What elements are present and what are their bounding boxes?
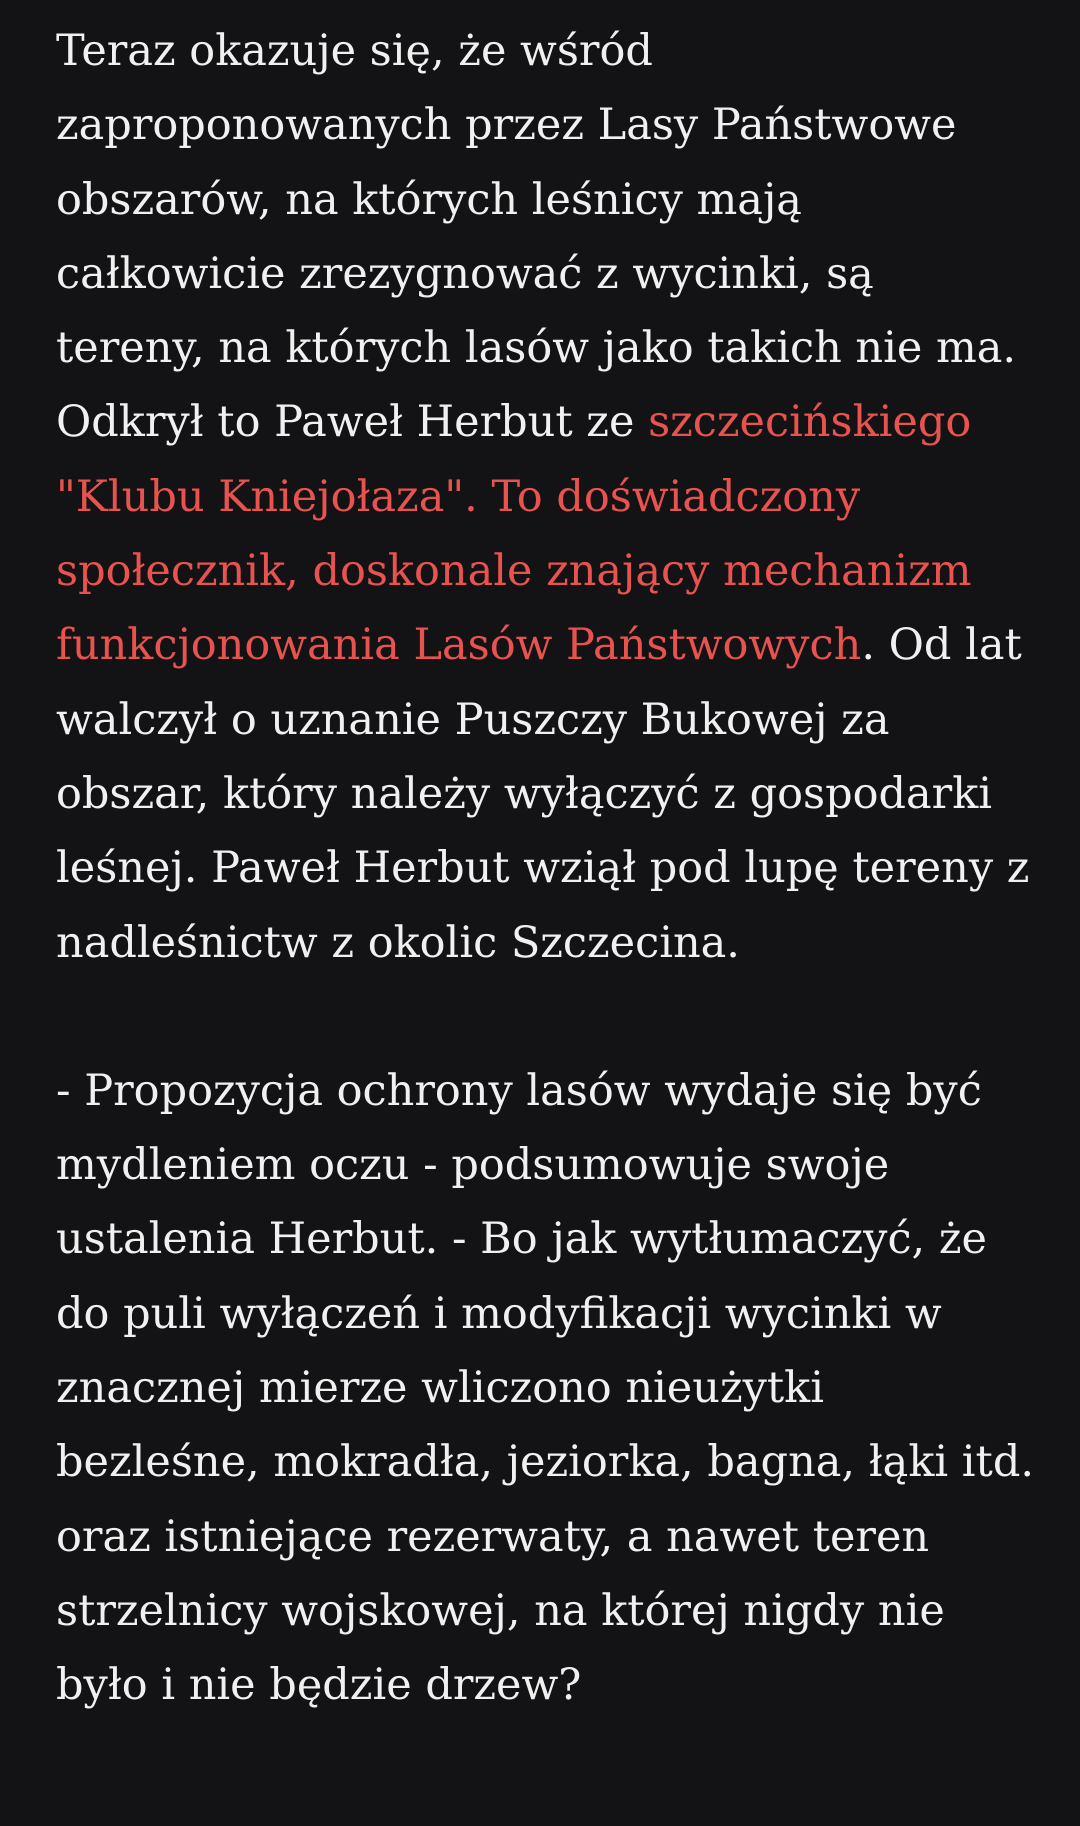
article-paragraph-1: [56, 14, 1036, 980]
article-paragraph-2: - Propozycja ochrony lasów wydaje się być mydleniem oczu - podsumowuje swoje ustalenia Herbut. - Bo jak wytłumaczyć, że do puli wyłączeń i modyfikacji wycinki w znacznej mierze wliczono nieużytki bezleśne, mokradła, jeziorka, bagna, łąki itd. oraz istniejące rezerwaty, a nawet teren strzelnicy wojskowej, na której nigdy nie było i nie będzie drzew?: [56, 1065, 1035, 1711]
club-link[interactable]: szczecińskiego "Klubu Kniejołaza". To doświadczony społecznik, doskonale znający mechanizm funkcjonowania Lasów Państwowych: [56, 397, 972, 671]
paragraph-1-text-start: Teraz okazuje się, że wśród zaproponowanych przez Lasy Państwowe obszarów, na których leśnicy mają całkowicie zrezygnować z wycinki, są tereny, na których lasów jako takich nie ma. Odkrył to Paweł Herbut ze: [56, 26, 1017, 448]
paragraph-1-text-end: . Od lat walczył o uznanie Puszczy Bukowej za obszar, który należy wyłączyć z gospodarki leśnej. Paweł Herbut wziął pod lupę tereny z nadleśnictw z okolic Szczecina.: [56, 620, 1030, 968]
article-body: [56, 14, 1036, 1723]
